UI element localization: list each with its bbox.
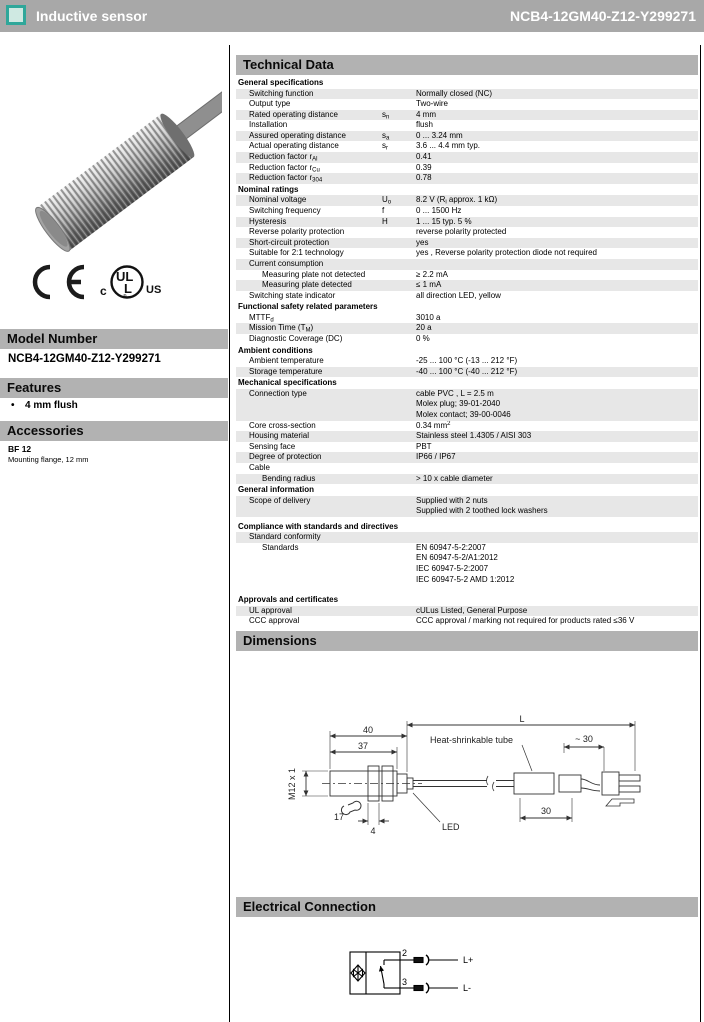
model-number-value: NCB4-12GM40-Z12-Y299271	[8, 353, 161, 365]
spec-row: Standard conformity	[236, 532, 698, 543]
dim-label-nut4: 4	[370, 826, 376, 836]
dim-label-wrench17: 17	[334, 812, 345, 822]
wrench-icon	[341, 801, 361, 814]
dim-label-approx30: ~ 30	[575, 734, 593, 744]
spec-row: Standards EN 60947-5-2:2007	[262, 542, 486, 552]
technical-data-table	[236, 77, 698, 627]
spec-row: Molex contact; 39-00-0046	[236, 410, 698, 421]
bullet: •	[11, 400, 15, 411]
spec-section-header: General specifications	[238, 78, 324, 87]
spec-section-header: Mechanical specifications	[238, 378, 337, 388]
l-minus-label: L-	[463, 983, 472, 993]
spec-row: Supplied with 2 toothed lock washers	[236, 506, 698, 517]
spec-row: Bending radius > 10 x cable diameter	[236, 474, 698, 485]
spec-row: Mission Time $(T_M)$ 20 a	[236, 323, 698, 334]
spec-section-header: General information	[238, 485, 315, 495]
spec-row: Switching frequency f 0 ... 1500 Hz	[249, 205, 462, 215]
spec-row: CCC approval CCC approval / marking not required for products rated ≤36 V	[249, 616, 635, 626]
spec-row: EN 60947-5-2/A1:2012	[416, 553, 498, 563]
spec-row: Reduction factor $r_{Cu}$ 0.39	[249, 162, 432, 174]
spec-row: Sensing face PBT	[249, 441, 432, 451]
spec-row: Scope of delivery Supplied with 2 nuts	[236, 496, 698, 507]
spec-row: Rated operating distance $s_n$ 4 mm	[236, 110, 698, 121]
circuit-diagram	[340, 944, 530, 1014]
features-heading: Features	[0, 378, 228, 398]
sensor-cylinder	[31, 64, 222, 255]
spec-row: Output type Two-wire	[249, 99, 449, 109]
spec-row: $MTTF_d$ 3010 a	[249, 312, 441, 324]
header-part-number: NCB4-12GM40-Z12-Y299271	[510, 8, 696, 24]
technical-data-heading: Technical Data	[236, 55, 698, 75]
inductive-sensor-icon	[6, 5, 26, 25]
certification-marks	[20, 260, 190, 306]
accessory-description: Mounting flange, 12 mm	[8, 455, 89, 464]
l-plus-label: L+	[463, 955, 474, 965]
spec-row: Suitable for 2:1 technology yes , Reverse polarity protection diode not required	[249, 248, 597, 258]
spec-row: Reduction factor $r_{Al}$ 0.41	[236, 152, 698, 163]
spec-row: Current consumption	[236, 259, 698, 270]
spec-row: Installation flush	[249, 120, 433, 130]
product-photo	[10, 44, 222, 256]
spec-section-header: Approvals and certificates	[238, 595, 339, 605]
spec-row: Measuring plate not detected ≥ 2.2 mA	[262, 269, 448, 279]
spec-row: Housing material Stainless steel 1.4305 / AISI 303	[236, 431, 698, 442]
dimensions-heading: Dimensions	[236, 631, 698, 651]
spec-row: Degree of protection IP66 / IP67	[236, 452, 698, 463]
pin3-label: 3	[402, 977, 408, 987]
spec-row: Reverse polarity protection reverse polarity protected	[249, 227, 507, 237]
spec-row: Storage temperature -40 ... 100 °C (-40 ... 212 °F)	[236, 367, 698, 378]
feature-text: 4 mm flush	[25, 400, 78, 411]
dim-label-thread: M12 x 1	[287, 767, 297, 801]
model-number-heading: Model Number	[0, 329, 228, 349]
top-header-bar	[0, 0, 704, 32]
product-category-title: Inductive sensor	[36, 8, 148, 24]
ul-l-label: L	[124, 281, 132, 296]
spec-row: UL approval cULus Listed, General Purpose	[236, 606, 698, 617]
dimension-drawing	[282, 703, 702, 843]
accessories-heading: Accessories	[0, 421, 228, 441]
spec-row: Hysteresis H 1 ... 15 typ. 5 %	[236, 217, 698, 228]
ul-registered-label: ®	[123, 294, 127, 300]
dim-label-40: 40	[362, 725, 374, 735]
spec-section-header: Ambient conditions	[238, 345, 313, 355]
spec-row: IEC 60947-5-2:2007	[416, 564, 489, 574]
dim-label-L: L	[519, 714, 525, 724]
spec-row: Cable	[249, 462, 270, 472]
spec-row: Core cross-section 0.34 $mm^2$	[249, 420, 451, 430]
spec-section-header: Nominal ratings	[238, 184, 299, 194]
dim-label-37: 37	[357, 741, 369, 751]
ul-label: UL	[116, 269, 134, 284]
spec-row: Assured operating distance $s_a$ 0 ... 3.24 mm	[236, 131, 698, 142]
accessory-name: BF 12	[8, 444, 32, 454]
ul-us-label: US	[146, 284, 162, 296]
spec-row: Short-circuit protection yes	[236, 238, 698, 249]
spec-row: Ambient temperature -25 ... 100 °C (-13 ... 212 °F)	[249, 356, 518, 366]
spec-section-header: Functional safety related parameters	[238, 302, 378, 312]
dim-label-led: LED	[442, 822, 460, 832]
spec-row: Reduction factor $r_{304}$ 0.78	[236, 173, 698, 184]
ce-mark-icon	[35, 267, 84, 297]
dim-label-heat-shrink: Heat-shrinkable tube	[430, 735, 514, 745]
spec-row: Switching function Normally closed (NC)	[236, 89, 698, 100]
feature-item	[11, 400, 78, 411]
cULus-mark-icon	[100, 267, 161, 301]
page-right-border-line	[700, 45, 701, 1022]
spec-row: Nominal voltage $U_o$ 8.2 V ($R_i$ approx. 1 kΩ)	[236, 195, 698, 206]
dim-label-30: 30	[540, 806, 552, 816]
spec-row: Measuring plate detected ≤ 1 mA	[236, 280, 698, 291]
spec-row: Molex plug; 39-01-2040	[236, 399, 698, 410]
spec-row: Switching state indicator all direction LED, yellow	[249, 290, 501, 300]
spec-row: Actual operating distance $s_r$ 3.6 ... 4.4 mm typ.	[249, 141, 481, 152]
pin2-label: 2	[402, 948, 408, 958]
spec-row: IEC 60947-5-2 AMD 1:2012	[416, 574, 515, 584]
spec-row: Connection type cable PVC , L = 2.5 m	[236, 389, 698, 400]
column-divider-line	[229, 45, 230, 1022]
electrical-connection-heading: Electrical Connection	[236, 897, 698, 917]
spec-section-header: Compliance with standards and directives	[238, 521, 399, 531]
ul-c-label: c	[100, 284, 107, 298]
spec-row: Diagnostic Coverage (DC) 0 %	[249, 333, 430, 343]
